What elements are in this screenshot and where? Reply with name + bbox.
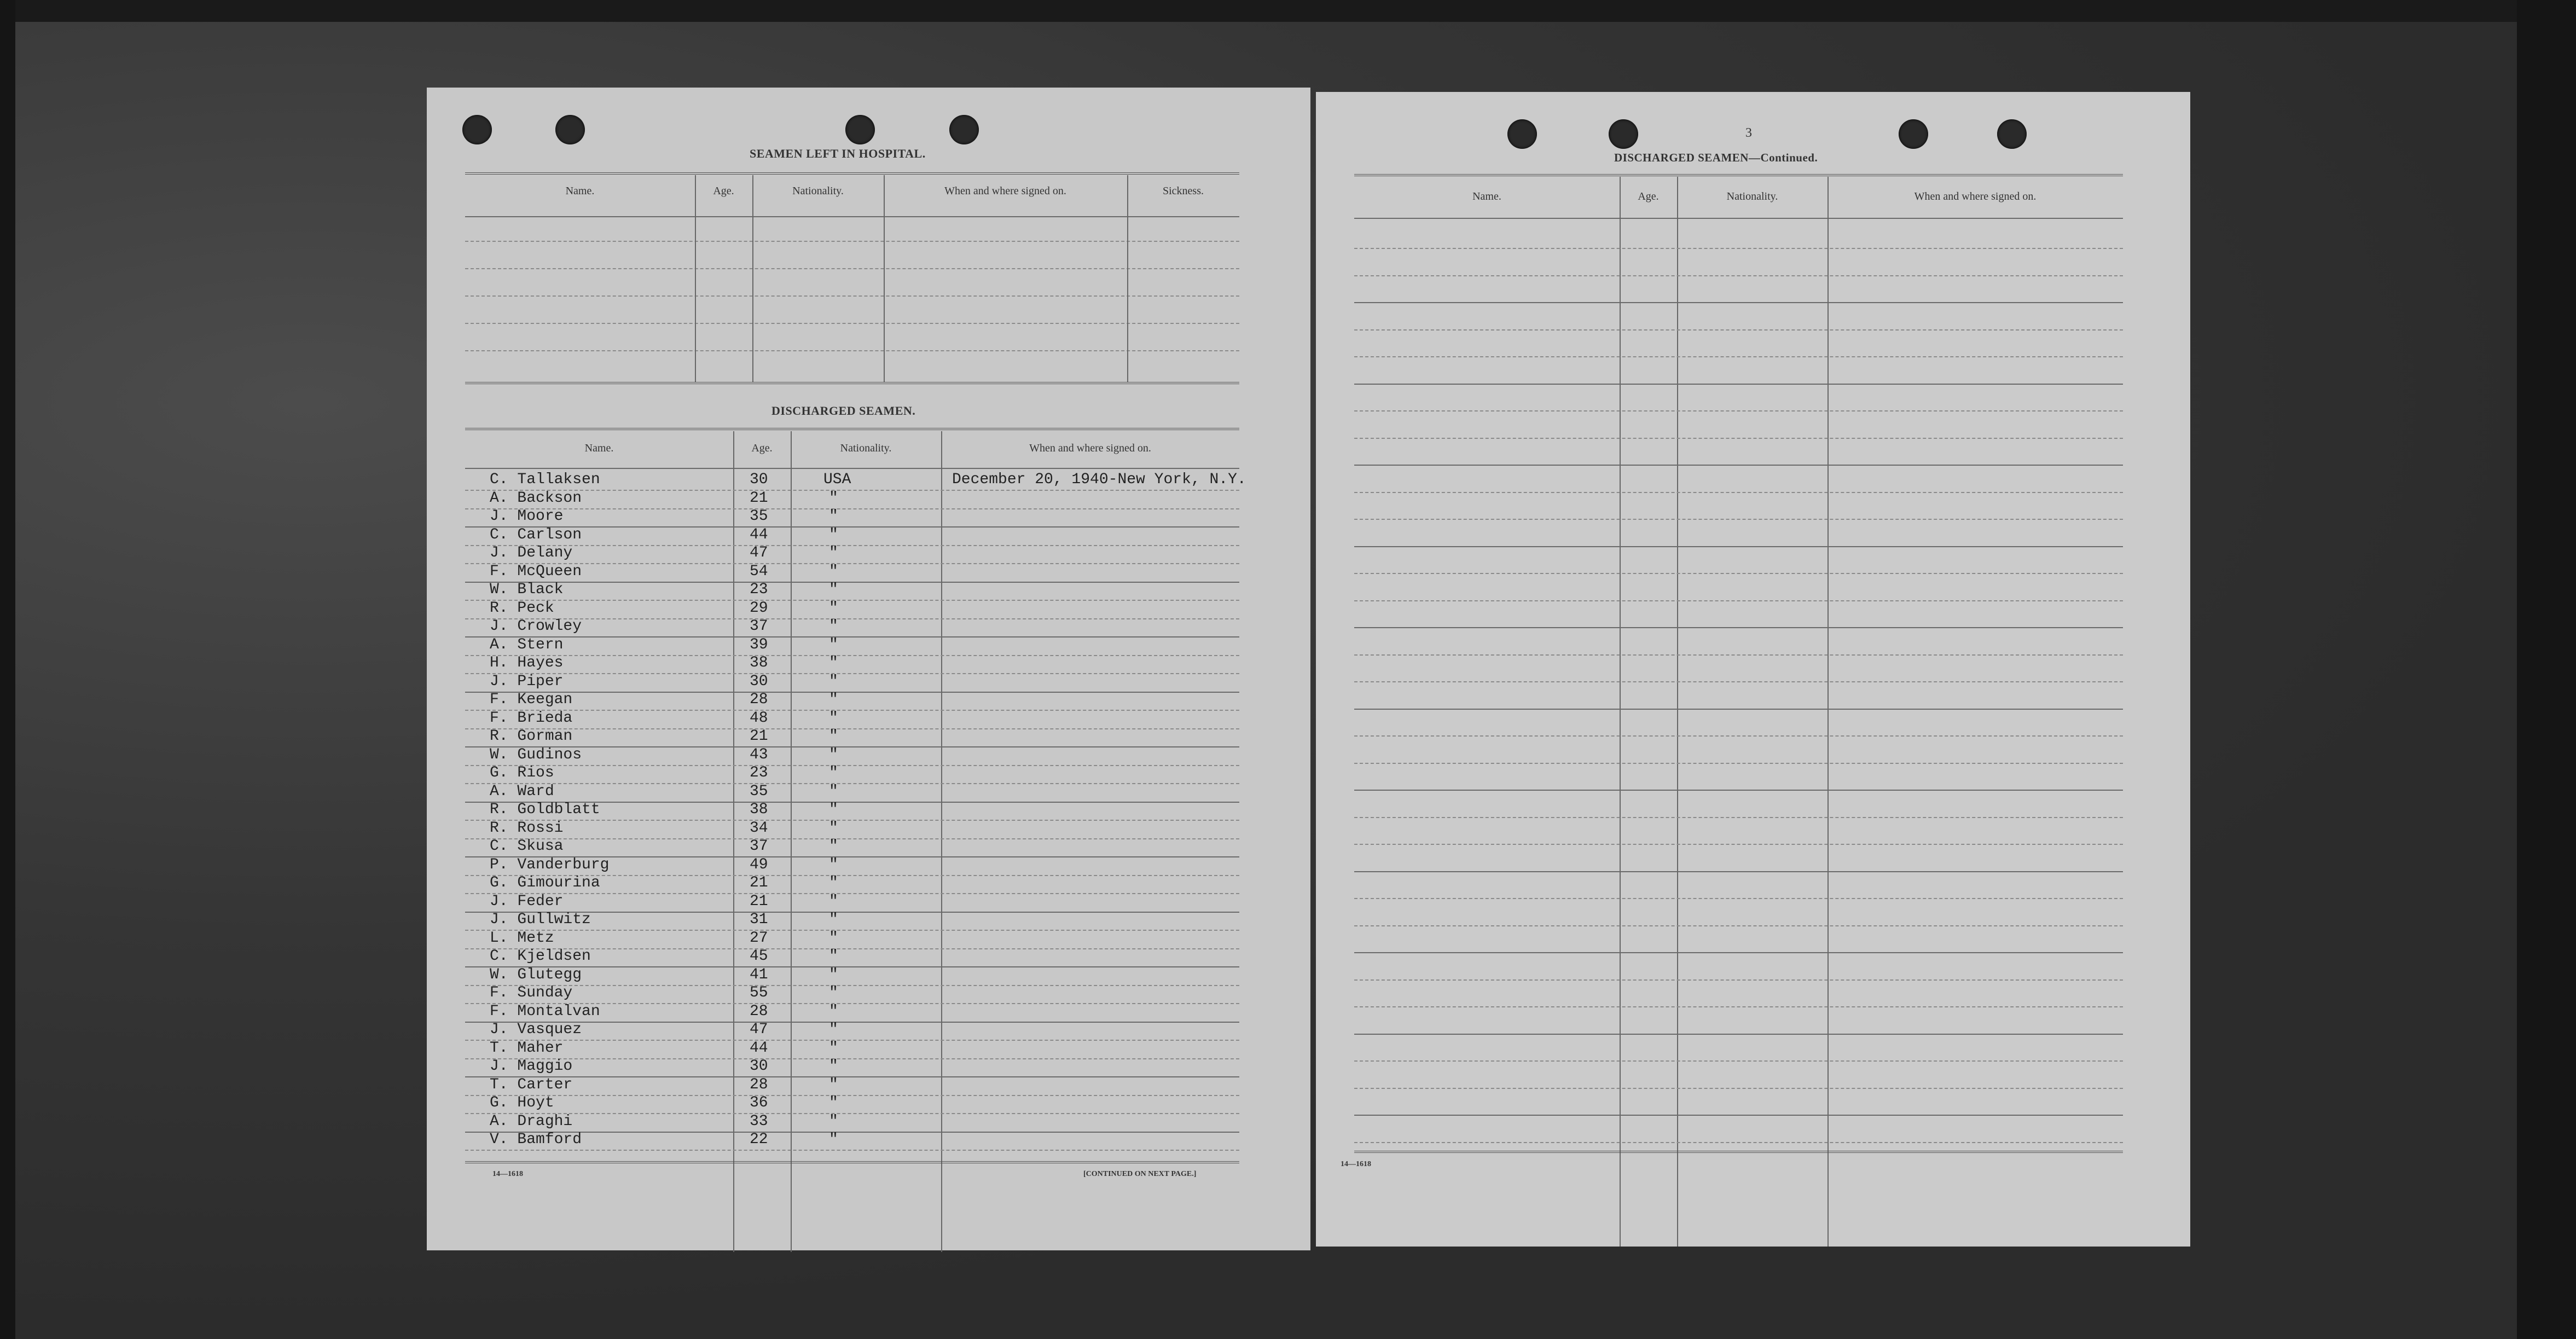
seaman-name: A. Draghi xyxy=(490,1112,573,1130)
seaman-age: 31 xyxy=(750,911,768,928)
rule xyxy=(1354,1151,2123,1153)
seaman-name: F. Brieda xyxy=(490,709,573,727)
seaman-name: J. Piper xyxy=(490,673,564,690)
seaman-signed-on: December 20, 1940-New York, N.Y. xyxy=(952,471,1246,488)
seaman-name: V. Bamford xyxy=(490,1131,582,1148)
row-rule xyxy=(1354,871,2123,872)
row-rule xyxy=(1354,492,2123,493)
column-divider xyxy=(733,431,734,1252)
seaman-name: C. Carlson xyxy=(490,526,582,543)
row-rule xyxy=(1354,1115,2123,1116)
seaman-nationality: " xyxy=(829,489,838,507)
seaman-nationality: " xyxy=(829,984,838,1001)
row-rule xyxy=(465,838,1239,839)
seaman-nationality: " xyxy=(829,544,838,561)
right-page xyxy=(1316,92,2190,1247)
seaman-name: J. Delany xyxy=(490,544,573,561)
row-rule xyxy=(465,508,1239,509)
column-divider xyxy=(1127,175,1128,382)
hospital-header-nationality: Nationality. xyxy=(792,185,844,197)
seaman-name: J. Vasquez xyxy=(490,1021,582,1038)
row-rule xyxy=(1354,519,2123,520)
row-rule xyxy=(465,1150,1239,1151)
form-number: 14—1618 xyxy=(492,1170,523,1178)
seaman-name: R. Gorman xyxy=(490,728,573,745)
seaman-age: 30 xyxy=(750,1058,768,1075)
seaman-age: 30 xyxy=(750,471,768,488)
seaman-name: A. Ward xyxy=(490,782,554,800)
seaman-name: A. Stern xyxy=(490,636,564,653)
rule xyxy=(465,350,1239,351)
seaman-nationality: " xyxy=(829,856,838,873)
seaman-name: G. Rios xyxy=(490,764,554,781)
seaman-nationality: USA xyxy=(823,471,851,488)
hospital-header-age: Age. xyxy=(713,185,734,197)
seaman-nationality: " xyxy=(829,892,838,910)
seaman-nationality: " xyxy=(829,526,838,543)
row-rule xyxy=(1354,248,2123,249)
seaman-nationality: " xyxy=(829,1112,838,1130)
seaman-age: 33 xyxy=(750,1112,768,1130)
row-rule xyxy=(465,673,1239,674)
seaman-age: 35 xyxy=(750,508,768,525)
row-rule xyxy=(1354,681,2123,682)
row-rule xyxy=(1354,979,2123,981)
seaman-age: 23 xyxy=(750,764,768,781)
seaman-age: 22 xyxy=(750,1131,768,1148)
row-rule xyxy=(1354,302,2123,303)
rule xyxy=(465,268,1239,269)
continued-header-name: Name. xyxy=(1472,190,1501,202)
column-divider xyxy=(1677,177,1678,1247)
seaman-name: T. Carter xyxy=(490,1076,573,1093)
rule xyxy=(465,323,1239,324)
row-rule xyxy=(1354,1088,2123,1089)
row-rule xyxy=(465,1040,1239,1041)
seaman-age: 34 xyxy=(750,819,768,837)
punch-hole xyxy=(462,115,492,144)
seaman-age: 38 xyxy=(750,801,768,818)
row-rule xyxy=(465,636,1239,637)
form-number: 14—1618 xyxy=(1341,1160,1371,1168)
seaman-nationality: " xyxy=(829,966,838,983)
hospital-header-sickness: Sickness. xyxy=(1163,185,1204,197)
seaman-nationality: " xyxy=(829,746,838,763)
seaman-age: 44 xyxy=(750,1039,768,1057)
seaman-nationality: " xyxy=(829,654,838,671)
row-rule xyxy=(1354,384,2123,385)
rule xyxy=(465,172,1239,175)
seaman-nationality: " xyxy=(829,911,838,928)
rule xyxy=(1354,218,2123,219)
seaman-age: 45 xyxy=(750,948,768,965)
seaman-name: L. Metz xyxy=(490,929,554,947)
seaman-age: 55 xyxy=(750,984,768,1001)
seaman-nationality: " xyxy=(829,1094,838,1111)
hospital-header-name: Name. xyxy=(565,185,595,197)
row-rule xyxy=(1354,1060,2123,1062)
seaman-nationality: " xyxy=(829,618,838,635)
row-rule xyxy=(1354,709,2123,710)
row-rule xyxy=(1354,600,2123,601)
row-rule xyxy=(465,600,1239,601)
seaman-age: 28 xyxy=(750,1002,768,1020)
seaman-name: W. Gudinos xyxy=(490,746,582,763)
row-rule xyxy=(1354,1006,2123,1007)
seaman-age: 21 xyxy=(750,728,768,745)
rule xyxy=(465,382,1239,384)
seaman-name: H. Hayes xyxy=(490,654,564,671)
row-rule xyxy=(1354,817,2123,818)
seaman-nationality: " xyxy=(829,948,838,965)
punch-hole xyxy=(1507,119,1537,149)
seaman-age: 44 xyxy=(750,526,768,543)
seaman-nationality: " xyxy=(829,1021,838,1038)
seaman-nationality: " xyxy=(829,782,838,800)
row-rule xyxy=(465,655,1239,656)
row-rule xyxy=(1354,410,2123,411)
seaman-nationality: " xyxy=(829,1131,838,1148)
row-rule xyxy=(1354,356,2123,357)
seaman-nationality: " xyxy=(829,691,838,708)
column-divider xyxy=(884,175,885,382)
row-rule xyxy=(1354,763,2123,764)
seaman-name: R. Peck xyxy=(490,599,554,617)
seaman-age: 28 xyxy=(750,1076,768,1093)
seaman-nationality: " xyxy=(829,1002,838,1020)
seaman-nationality: " xyxy=(829,1076,838,1093)
row-rule xyxy=(465,710,1239,711)
rule xyxy=(465,468,1239,469)
seaman-name: J. Maggio xyxy=(490,1058,573,1075)
seaman-age: 36 xyxy=(750,1094,768,1111)
row-rule xyxy=(1354,275,2123,276)
seaman-nationality: " xyxy=(829,563,838,580)
seaman-name: F. Sunday xyxy=(490,984,573,1001)
column-divider xyxy=(752,175,753,382)
row-rule xyxy=(465,1076,1239,1077)
seaman-name: R. Goldblatt xyxy=(490,801,600,818)
seaman-age: 29 xyxy=(750,599,768,617)
seaman-nationality: " xyxy=(829,929,838,947)
row-rule xyxy=(1354,627,2123,628)
seaman-name: W. Black xyxy=(490,581,564,598)
row-rule xyxy=(465,1113,1239,1114)
seaman-name: C. Skusa xyxy=(490,838,564,855)
seaman-age: 35 xyxy=(750,782,768,800)
row-rule xyxy=(465,930,1239,931)
seaman-nationality: " xyxy=(829,1058,838,1075)
row-rule xyxy=(465,1058,1239,1059)
seaman-nationality: " xyxy=(829,728,838,745)
column-divider xyxy=(1827,177,1829,1247)
row-rule xyxy=(465,783,1239,784)
row-rule xyxy=(465,545,1239,546)
column-divider xyxy=(941,431,942,1252)
seaman-name: G. Hoyt xyxy=(490,1094,554,1111)
seaman-age: 21 xyxy=(750,874,768,891)
discharged-header-name: Name. xyxy=(584,442,614,454)
seaman-name: A. Backson xyxy=(490,489,582,507)
punch-hole xyxy=(1609,119,1638,149)
seaman-age: 21 xyxy=(750,489,768,507)
punch-hole xyxy=(1997,119,2027,149)
row-rule xyxy=(465,1095,1239,1096)
row-rule xyxy=(1354,952,2123,953)
row-rule xyxy=(465,985,1239,986)
seaman-nationality: " xyxy=(829,819,838,837)
seaman-name: C. Kjeldsen xyxy=(490,948,591,965)
seaman-nationality: " xyxy=(829,764,838,781)
punch-hole xyxy=(1899,119,1928,149)
seaman-age: 37 xyxy=(750,838,768,855)
hospital-header-signed: When and where signed on. xyxy=(944,185,1066,197)
row-rule xyxy=(1354,546,2123,547)
column-divider xyxy=(1620,177,1621,1247)
seaman-age: 21 xyxy=(750,892,768,910)
rule xyxy=(465,241,1239,242)
hospital-section-title: SEAMEN LEFT IN HOSPITAL. xyxy=(750,147,926,160)
column-divider xyxy=(695,175,696,382)
column-divider xyxy=(791,431,792,1252)
page-number: 3 xyxy=(1745,126,1752,140)
scan-border-left xyxy=(0,0,15,1339)
continued-section-title: DISCHARGED SEAMEN—Continued. xyxy=(1614,151,1818,164)
row-rule xyxy=(465,820,1239,821)
seaman-age: 37 xyxy=(750,618,768,635)
row-rule xyxy=(1354,573,2123,574)
seaman-nationality: " xyxy=(829,581,838,598)
seaman-nationality: " xyxy=(829,636,838,653)
punch-hole xyxy=(555,115,585,144)
row-rule xyxy=(1354,925,2123,926)
seaman-age: 54 xyxy=(750,563,768,580)
continued-note: [CONTINUED ON NEXT PAGE.] xyxy=(1083,1170,1197,1178)
punch-hole xyxy=(845,115,875,144)
row-rule xyxy=(1354,465,2123,466)
rule xyxy=(465,1161,1239,1163)
seaman-name: J. Moore xyxy=(490,508,564,525)
seaman-nationality: " xyxy=(829,709,838,727)
row-rule xyxy=(1354,1034,2123,1035)
seaman-age: 39 xyxy=(750,636,768,653)
seaman-nationality: " xyxy=(829,1039,838,1057)
seaman-nationality: " xyxy=(829,838,838,855)
seaman-age: 47 xyxy=(750,544,768,561)
seaman-age: 38 xyxy=(750,654,768,671)
seaman-age: 30 xyxy=(750,673,768,690)
seaman-name: G. Gimourina xyxy=(490,874,600,891)
seaman-nationality: " xyxy=(829,801,838,818)
seaman-nationality: " xyxy=(829,599,838,617)
seaman-age: 48 xyxy=(750,709,768,727)
seaman-name: C. Tallaksen xyxy=(490,471,600,488)
seaman-name: F. Keegan xyxy=(490,691,573,708)
seaman-age: 41 xyxy=(750,966,768,983)
left-page xyxy=(427,88,1310,1250)
seaman-age: 47 xyxy=(750,1021,768,1038)
row-rule xyxy=(1354,898,2123,899)
rule xyxy=(465,295,1239,297)
seaman-age: 27 xyxy=(750,929,768,947)
row-rule xyxy=(1354,654,2123,656)
continued-header-signed: When and where signed on. xyxy=(1914,190,2037,202)
row-rule xyxy=(465,582,1239,583)
row-rule xyxy=(465,728,1239,729)
row-rule xyxy=(1354,735,2123,737)
discharged-header-age: Age. xyxy=(751,442,773,454)
seaman-name: J. Gullwitz xyxy=(490,911,591,928)
seaman-name: R. Rossi xyxy=(490,819,564,837)
seaman-nationality: " xyxy=(829,508,838,525)
seaman-name: W. Glutegg xyxy=(490,966,582,983)
seaman-age: 49 xyxy=(750,856,768,873)
continued-header-nationality: Nationality. xyxy=(1726,190,1778,202)
seaman-nationality: " xyxy=(829,874,838,891)
discharged-section-title: DISCHARGED SEAMEN. xyxy=(771,404,916,418)
seaman-nationality: " xyxy=(829,673,838,690)
discharged-header-nationality: Nationality. xyxy=(840,442,892,454)
seaman-name: F. McQueen xyxy=(490,563,582,580)
rule xyxy=(465,428,1239,430)
rule xyxy=(465,216,1239,217)
row-rule xyxy=(465,765,1239,766)
scan-border-top xyxy=(0,0,2576,22)
discharged-header-signed: When and where signed on. xyxy=(1029,442,1151,454)
row-rule xyxy=(1354,329,2123,331)
seaman-name: P. Vanderburg xyxy=(490,856,610,873)
seaman-name: F. Montalvan xyxy=(490,1002,600,1020)
seaman-name: J. Feder xyxy=(490,892,564,910)
row-rule xyxy=(465,692,1239,693)
row-rule xyxy=(1354,438,2123,439)
seaman-name: T. Maher xyxy=(490,1039,564,1057)
seaman-age: 28 xyxy=(750,691,768,708)
punch-hole xyxy=(949,115,979,144)
row-rule xyxy=(465,893,1239,894)
scan-border-right xyxy=(2517,0,2576,1339)
seaman-age: 23 xyxy=(750,581,768,598)
row-rule xyxy=(1354,790,2123,791)
seaman-name: J. Crowley xyxy=(490,618,582,635)
rule xyxy=(1354,174,2123,176)
row-rule xyxy=(1354,844,2123,845)
continued-header-age: Age. xyxy=(1638,190,1659,202)
row-rule xyxy=(1354,1142,2123,1143)
seaman-age: 43 xyxy=(750,746,768,763)
